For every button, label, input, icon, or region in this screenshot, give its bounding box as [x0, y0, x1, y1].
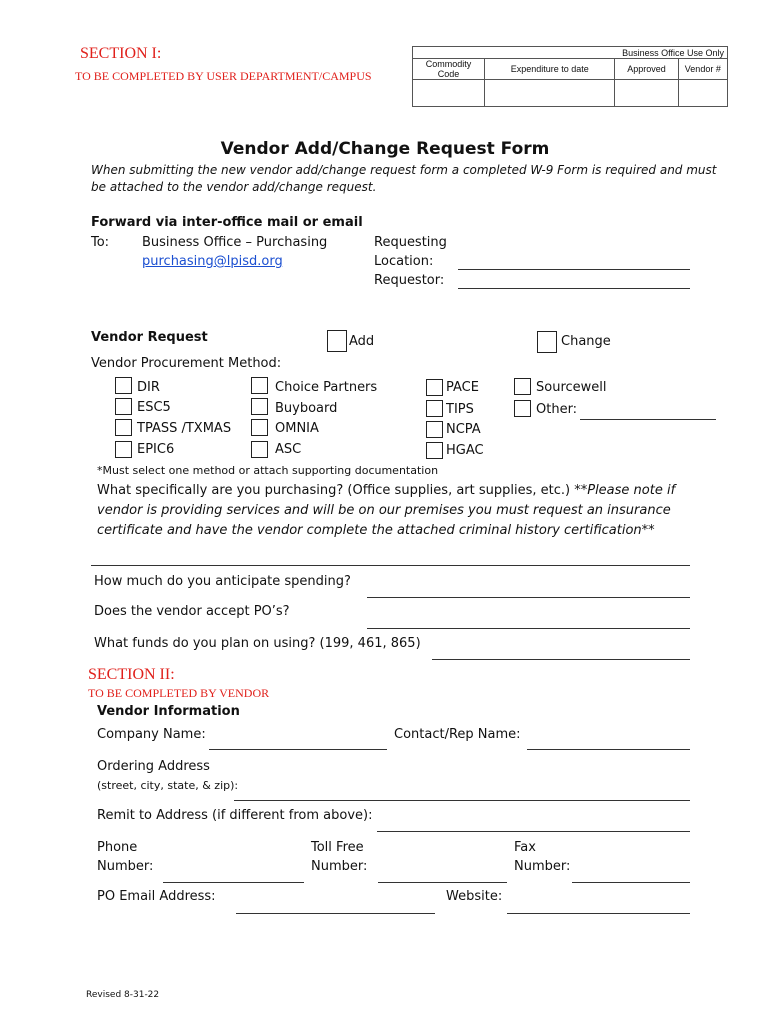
hgac-checkbox[interactable]: [426, 442, 443, 459]
ordering-address-field[interactable]: [234, 800, 690, 801]
add-checkbox[interactable]: [327, 330, 347, 352]
form-title: Vendor Add/Change Request Form: [220, 139, 550, 159]
expenditure-header: Expenditure to date: [485, 59, 615, 80]
website-field[interactable]: [507, 913, 690, 914]
dir-label: DIR: [137, 380, 160, 395]
phone-label-2: Number:: [97, 859, 154, 874]
requesting-label: Requesting: [374, 235, 447, 250]
omnia-checkbox[interactable]: [251, 419, 268, 436]
hgac-label: HGAC: [446, 443, 484, 458]
phone-label-1: Phone: [97, 840, 138, 855]
section2-subtitle: TO BE COMPLETED BY VENDOR: [88, 686, 270, 700]
sourcewell-label: Sourcewell: [536, 380, 607, 395]
fax-label-2: Number:: [514, 859, 571, 874]
other-field[interactable]: [580, 419, 716, 420]
company-name-field[interactable]: [209, 749, 387, 750]
purchasing-question-line-1: [97, 483, 675, 498]
section1-title: SECTION I:: [80, 45, 162, 62]
to-label: To:: [91, 235, 110, 250]
vendor-request-label: Vendor Request: [91, 330, 208, 345]
phone-field[interactable]: [163, 882, 304, 883]
asc-label: ASC: [275, 442, 302, 457]
ncpa-label: NCPA: [446, 422, 481, 437]
purchasing-note-line-3: certificate and have the vendor complete the attached criminal history certification**: [97, 523, 655, 538]
expenditure-cell[interactable]: [485, 80, 615, 107]
po-accept-field[interactable]: [367, 628, 690, 629]
esc5-label: ESC5: [137, 400, 171, 415]
spending-field[interactable]: [367, 597, 690, 598]
funds-field[interactable]: [432, 659, 690, 660]
intro-line-1: When submitting the new vendor add/change request form a completed W-9 Form is required and must: [91, 163, 717, 177]
office-use-header: Business Office Use Only: [413, 47, 728, 59]
remit-address-field[interactable]: [377, 831, 690, 832]
asc-checkbox[interactable]: [251, 441, 268, 458]
tips-checkbox[interactable]: [426, 400, 443, 417]
location-label: Location:: [374, 254, 434, 269]
pace-label: PACE: [446, 380, 479, 395]
choice-partners-label: Choice Partners: [275, 380, 378, 395]
procurement-method-label: Vendor Procurement Method:: [91, 356, 282, 371]
vendor-number-header: Vendor #: [678, 59, 727, 80]
approved-cell[interactable]: [615, 80, 678, 107]
website-label: Website:: [446, 889, 503, 904]
fax-label-1: Fax: [514, 840, 536, 855]
funds-label: What funds do you plan on using? (199, 461, 865): [94, 636, 421, 651]
change-checkbox[interactable]: [537, 331, 557, 353]
buyboard-checkbox[interactable]: [251, 398, 268, 415]
section2-title: SECTION II:: [88, 666, 175, 683]
purchasing-note-start: Please note if: [587, 483, 676, 498]
commodity-code-header: Commodity Code: [413, 59, 485, 80]
buyboard-label: Buyboard: [275, 401, 338, 416]
requestor-field[interactable]: [458, 288, 690, 289]
contact-name-label: Contact/Rep Name:: [394, 727, 521, 742]
change-label: Change: [561, 334, 611, 349]
po-email-label: PO Email Address:: [97, 889, 216, 904]
other-label: Other:: [536, 402, 578, 417]
dir-checkbox[interactable]: [115, 377, 132, 394]
intro-line-2: be attached to the vendor add/change request.: [91, 180, 377, 194]
purchasing-note-line-2: vendor is providing services and will be on our premises you must request an insurance: [97, 503, 671, 518]
requestor-label: Requestor:: [374, 273, 445, 288]
purchasing-field[interactable]: [91, 565, 690, 566]
omnia-label: OMNIA: [275, 421, 319, 436]
commodity-code-cell[interactable]: [413, 80, 485, 107]
tips-label: TIPS: [446, 402, 474, 417]
company-name-label: Company Name:: [97, 727, 206, 742]
tpass-txmas-label: TPASS /TXMAS: [137, 421, 232, 436]
esc5-checkbox[interactable]: [115, 398, 132, 415]
method-note: *Must select one method or attach supporting documentation: [97, 464, 439, 477]
revised-date: Revised 8-31-22: [86, 990, 160, 1000]
vendor-info-heading: Vendor Information: [97, 704, 240, 719]
location-field[interactable]: [458, 269, 690, 270]
to-name: Business Office – Purchasing: [142, 235, 328, 250]
business-office-table: [412, 46, 728, 107]
fax-field[interactable]: [572, 882, 690, 883]
forward-heading: Forward via inter-office mail or email: [91, 215, 363, 230]
tpass-txmas-checkbox[interactable]: [115, 419, 132, 436]
remit-address-label: Remit to Address (if different from above):: [97, 808, 373, 823]
ncpa-checkbox[interactable]: [426, 421, 443, 438]
vendor-number-cell[interactable]: [678, 80, 727, 107]
ordering-address-label: Ordering Address: [97, 759, 210, 774]
epic6-checkbox[interactable]: [115, 441, 132, 458]
pace-checkbox[interactable]: [426, 379, 443, 396]
add-label: Add: [349, 334, 375, 349]
po-email-field[interactable]: [236, 913, 435, 914]
po-accept-label: Does the vendor accept PO’s?: [94, 604, 290, 619]
ordering-address-sublabel: (street, city, state, & zip):: [97, 779, 239, 792]
approved-header: Approved: [615, 59, 678, 80]
tollfree-label-1: Toll Free: [311, 840, 364, 855]
section1-subtitle: TO BE COMPLETED BY USER DEPARTMENT/CAMPUS: [75, 69, 372, 83]
other-checkbox[interactable]: [514, 400, 531, 417]
sourcewell-checkbox[interactable]: [514, 378, 531, 395]
tollfree-label-2: Number:: [311, 859, 368, 874]
choice-partners-checkbox[interactable]: [251, 377, 268, 394]
purchasing-question: What specifically are you purchasing? (Office supplies, art supplies, etc.) **: [97, 483, 588, 498]
epic6-label: EPIC6: [137, 442, 175, 457]
purchasing-email-link[interactable]: purchasing@lpisd.org: [142, 254, 283, 269]
spending-label: How much do you anticipate spending?: [94, 574, 351, 589]
contact-name-field[interactable]: [527, 749, 690, 750]
tollfree-field[interactable]: [378, 882, 507, 883]
